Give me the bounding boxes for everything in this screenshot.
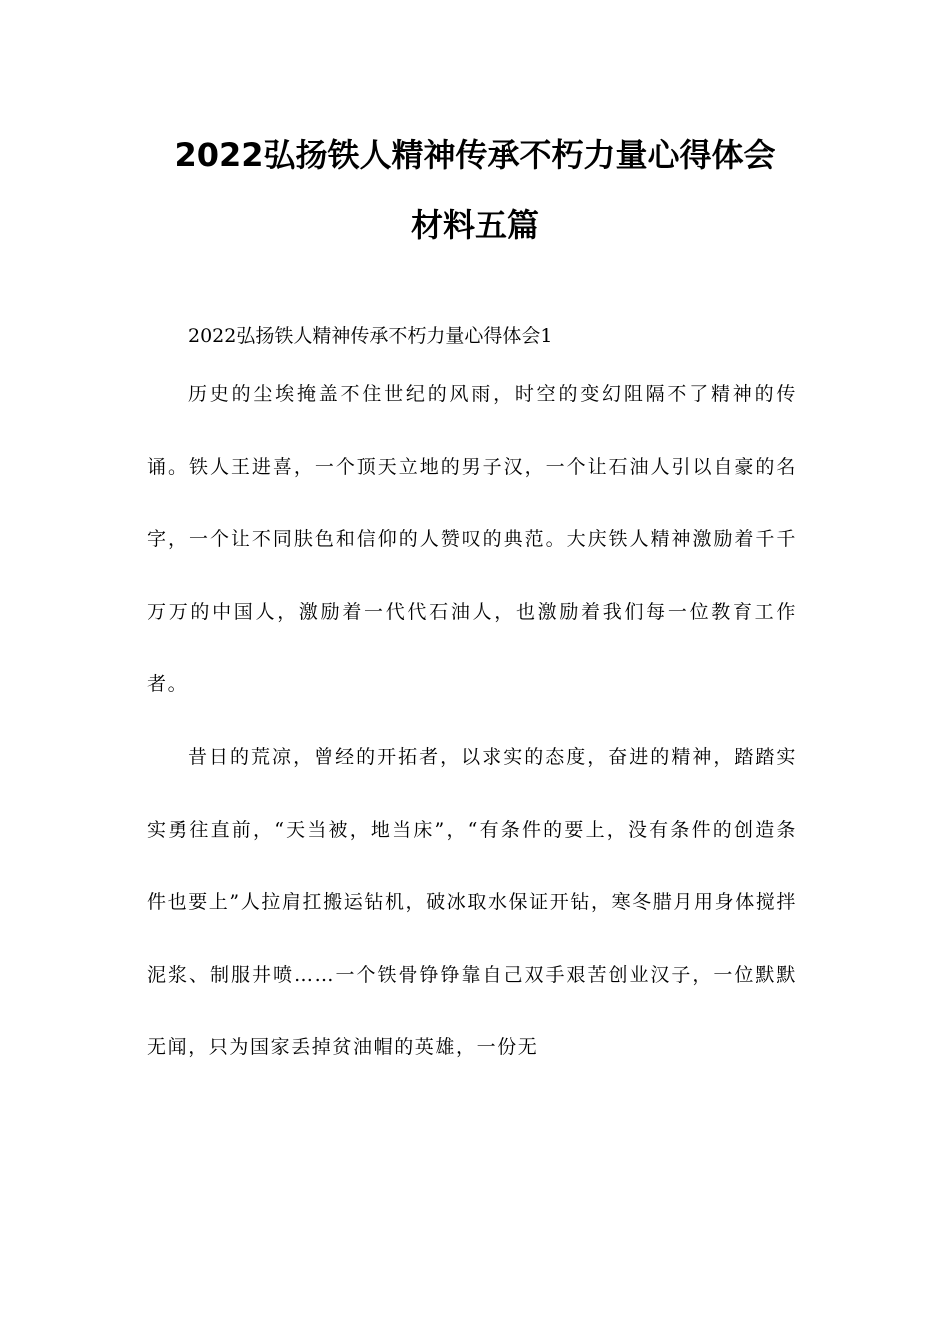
paragraph: 昔日的荒凉，曾经的开拓者，以求实的态度，奋进的精神，踏踏实实勇往直前，“天当被，地当床”，“有条件的要上，没有条件的创造条件也要上”人拉肩扛搬运钻机，破冰取水保证开钻，寒冬腊月用身体搅拌泥浆、制服井喷……一个铁骨铮铮靠自己双手艰苦创业汉子，一位默默无闻，只为国家丢掉贫油帽的英雄，一份无 (147, 746, 797, 1058)
paragraph: 历史的尘埃掩盖不住世纪的风雨，时空的变幻阻隔不了精神的传诵。铁人王进喜，一个顶天立地的男子汉，一个让石油人引以自豪的名字，一个让不同肤色和信仰的人赞叹的典范。大庆铁人精神激励着千千万万的中国人，激励着一代代石油人，也激励着我们每一位教育工作者。 (147, 383, 797, 695)
document-title-line-1: 2022弘扬铁人精神传承不朽力量心得体会 (174, 136, 776, 174)
document-title-line-2: 材料五篇 (410, 206, 539, 244)
section-heading: 2022弘扬铁人精神传承不朽力量心得体会1 (188, 325, 553, 347)
